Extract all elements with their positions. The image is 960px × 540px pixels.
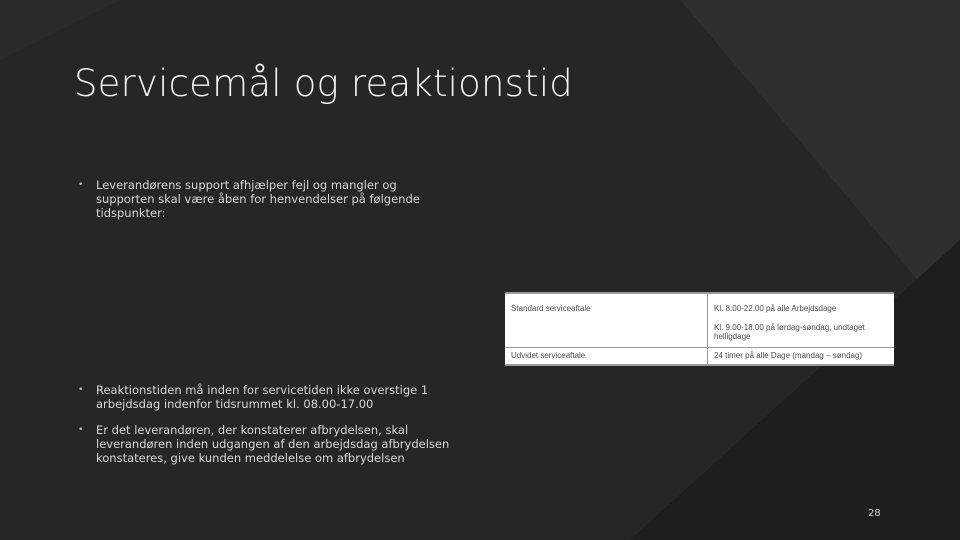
table-cell-value (708, 293, 895, 347)
table-row (505, 293, 894, 347)
bullet-text: Reaktionstiden må inden for servicetiden ikke overstige 1 arbejdsdag indenfor tidsrummet kl. 08.00-17.00 (96, 383, 429, 411)
table-cell-label: Standard serviceaftale (505, 293, 708, 347)
page-number: 28 (868, 508, 881, 519)
table-row (505, 347, 894, 365)
table-cell-label: Udvidet serviceaftale (505, 347, 708, 365)
bullet-text: Leverandørens support afhjælper fejl og mangler og supporten skal være åben for henvendelser på følgende tidspunkter: (96, 178, 420, 220)
table-cell-value: 24 timer på alle Dage (mandag – søndag) (708, 347, 895, 365)
bullet-marker: • (78, 385, 84, 395)
service-table (505, 292, 894, 366)
table-cell-line: Kl. 8.00-22.00 på alle Arbejdsdage (714, 304, 837, 313)
slide-title: Servicemål og reaktionstid (74, 62, 573, 105)
bullet-marker: • (78, 180, 84, 190)
table-cell-line: Kl. 9.00-18.00 på lørdag-søndag, undtaget helligdage (714, 323, 865, 341)
bullet-text: Er det leverandøren, der konstaterer afbrydelsen, skal leverandøren inden udgangen af den arbejdsdag afbrydelsen konstateres, give kunden meddelelse om afbrydelsen (96, 423, 450, 465)
bullet-marker: • (78, 425, 84, 435)
